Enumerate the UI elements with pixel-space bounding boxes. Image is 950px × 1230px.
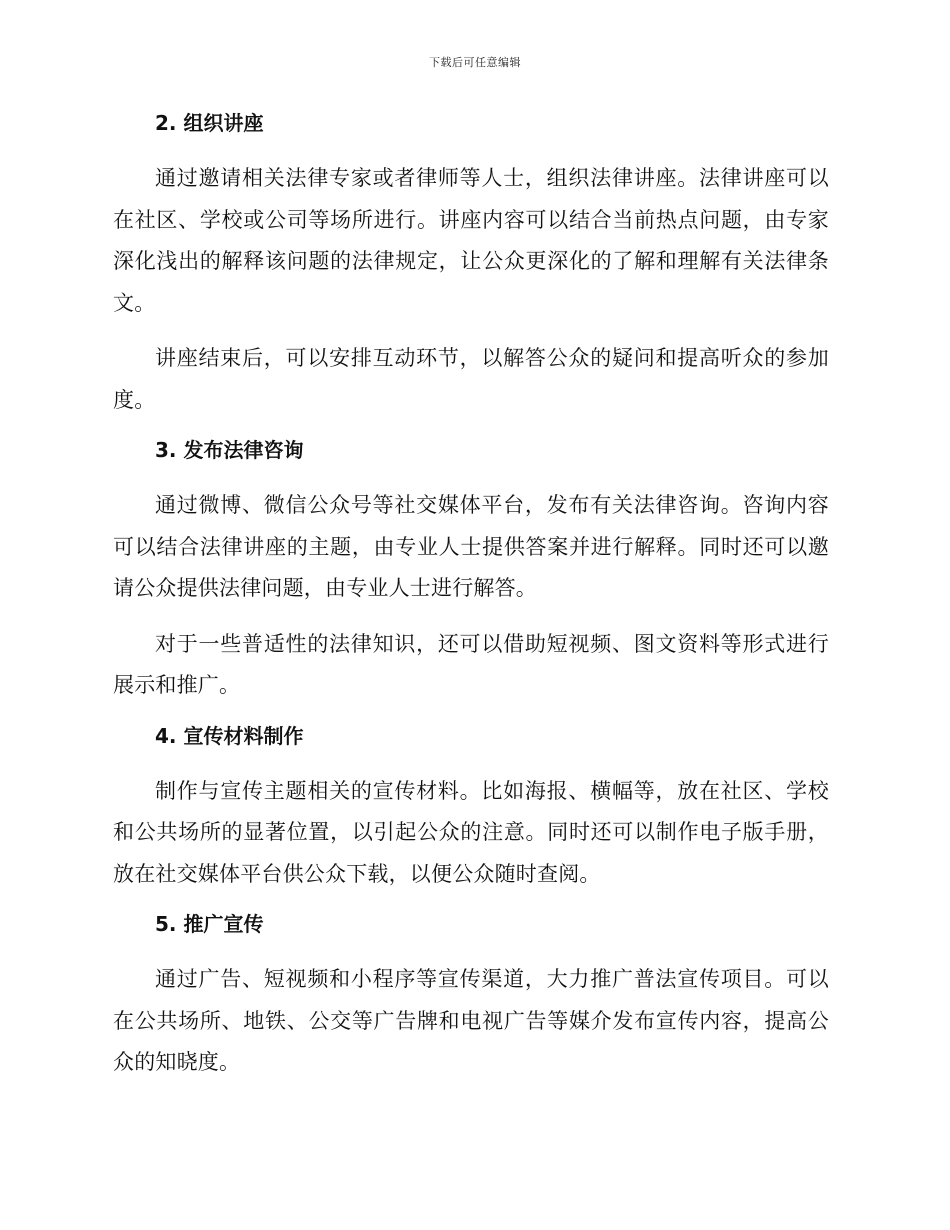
section-heading: 3. 发布法律咨询 (155, 438, 304, 462)
page-header-note: 下载后可任意编辑 (429, 56, 521, 69)
section-promo-materials (113, 721, 829, 896)
paragraph: 对于一些普适性的法律知识，还可以借助短视频、图文资料等形式进行展示和推广。 (113, 631, 829, 697)
paragraph: 讲座结束后，可以安排互动环节，以解答公众的疑问和提高听众的参加度。 (113, 346, 829, 412)
section-heading: 5. 推广宣传 (155, 912, 264, 936)
section-organize-lectures (113, 108, 829, 421)
paragraph: 通过微博、微信公众号等社交媒体平台，发布有关法律咨询。咨询内容可以结合法律讲座的主题，由专业人士提供答案并进行解释。同时还可以邀请公众提供法律问题，由专业人士进行解答。 (113, 493, 829, 600)
paragraph: 制作与宣传主题相关的宣传材料。比如海报、横幅等，放在社区、学校和公共场所的显著位置，以引起公众的注意。同时还可以制作电子版手册，放在社交媒体平台供公众下载，以便公众随时查阅。 (113, 778, 829, 886)
section-heading: 4. 宣传材料制作 (155, 723, 304, 748)
section-legal-consultation (113, 435, 829, 707)
document-body (113, 108, 829, 1098)
paragraph: 通过广告、短视频和小程序等宣传渠道，大力推广普法宣传项目。可以在公共场所、地铁、公交等广告牌和电视广告等媒介发布宣传内容，提高公众的知晓度。 (113, 967, 829, 1074)
section-heading: 2. 组织讲座 (155, 111, 264, 135)
paragraph: 通过邀请相关法律专家或者律师等人士，组织法律讲座。法律讲座可以在社区、学校或公司等场所进行。讲座内容可以结合当前热点问题，由专家深化浅出的解释该问题的法律规定，让公众更深化的了解和理解有关法律条文。 (113, 166, 829, 315)
section-promotion (113, 909, 829, 1084)
